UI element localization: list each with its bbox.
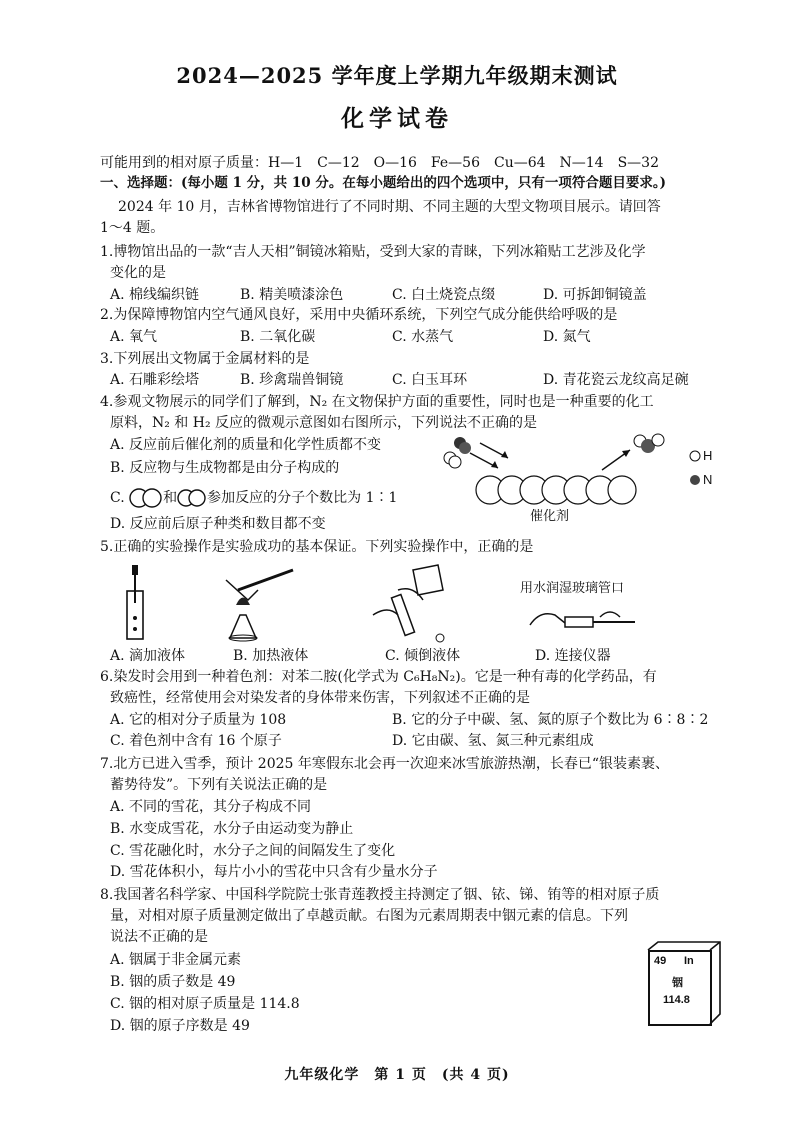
legend-h-label: H [703, 448, 713, 463]
q4-option-a[interactable]: A. 反应前后催化剂的质量和化学性质都不变 [110, 437, 382, 453]
q5-stem: 5.正确的实验操作是实验成功的基本保证。下列实验操作中，正确的是 [100, 539, 534, 555]
q2-option-c[interactable]: C. 水蒸气 [392, 329, 454, 345]
q8-option-d[interactable]: D. 铟的原子序数是 49 [110, 1018, 250, 1034]
q7-option-c[interactable]: C. 雪花融化时，水分子之间的间隔发生了变化 [110, 843, 396, 859]
legend-n-icon [690, 475, 700, 485]
pouring-liquid-icon [368, 560, 458, 645]
exam-title: 2024—2025 学年度上学期九年级期末测试 [176, 63, 618, 88]
n2-molecule-icon [454, 437, 471, 454]
exam-subtitle: 化学试卷 [341, 105, 453, 132]
q3-stem: 3.下列展出文物属于金属材料的是 [100, 351, 310, 367]
q7-option-b[interactable]: B. 水变成雪花，水分子由运动变为静止 [110, 821, 354, 837]
atomic-masses: 可能用到的相对原子质量：H—1 C—12 O—16 Fe—56 Cu—64 N—14 S—32 [100, 155, 659, 171]
section-intro-2: 1～4 题。 [100, 220, 165, 236]
q8-stem-3: 说法不正确的是 [110, 929, 208, 945]
q4-stem-2: 原料，N₂ 和 H₂ 反应的微观示意图如右图所示，下列说法不正确的是 [110, 415, 538, 431]
q5-option-a[interactable]: A. 滴加液体 [110, 648, 186, 664]
cell-atomic-number: 49 [654, 955, 667, 967]
section-heading: 一、选择题：(每小题 1 分，共 10 分。在每小题给出的四个选项中，只有一项符合题目要求。) [100, 175, 667, 191]
q6-option-c[interactable]: C. 着色剂中含有 16 个原子 [110, 733, 282, 749]
n2-molecule-icon [177, 486, 207, 510]
cell-name: 铟 [672, 976, 683, 989]
q7-option-d[interactable]: D. 雪花体积小，每片小小的雪花中只含有少量水分子 [110, 864, 438, 880]
q8-stem-1: 8.我国著名科学家、中国科学院院士张青莲教授主持测定了铟、铱、锑、铕等的相对原子质 [100, 887, 660, 903]
q4-option-d[interactable]: D. 反应前后原子种类和数目都不变 [110, 516, 326, 532]
h2-molecule-icon [444, 452, 461, 468]
q3-option-c[interactable]: C. 白玉耳环 [392, 372, 468, 388]
q4-option-c-text: 参加反应的分子个数比为 1∶1 [207, 490, 398, 506]
q8-option-a[interactable]: A. 铟属于非金属元素 [110, 952, 242, 968]
q8-option-b[interactable]: B. 铟的质子数是 49 [110, 974, 236, 990]
q8-stem-2: 量，对相对原子质量测定做出了卓越贡献。右图为元素周期表中铟元素的信息。下列 [110, 908, 628, 924]
q5-option-b[interactable]: B. 加热液体 [233, 648, 309, 664]
section-intro-1: 2024 年 10 月，吉林省博物馆进行了不同时期、不同主题的大型文物项目展示。请回答 [118, 199, 661, 215]
q1-option-b[interactable]: B. 精美喷漆涂色 [240, 287, 344, 303]
q6-stem-1: 6.染发时会用到一种着色剂：对苯二胺(化学式为 C₆H₈N₂)。它是一种有毒的化学药品，有 [100, 669, 657, 685]
q1-stem-2: 变化的是 [110, 265, 166, 281]
q5-option-d[interactable]: D. 连接仪器 [535, 648, 611, 664]
h2-molecule-icon [129, 486, 163, 510]
q7-stem-2: 蓄势待发”。下列有关说法正确的是 [110, 777, 328, 793]
q8-option-c[interactable]: C. 铟的相对原子质量是 114.8 [110, 996, 300, 1012]
dropper-icon [115, 563, 155, 643]
connecting-apparatus-icon [525, 595, 645, 640]
page-footer: 九年级化学 第 1 页 (共 4 页) [284, 1067, 510, 1083]
q4-option-c-and: 和 [163, 490, 178, 506]
q3-option-a[interactable]: A. 石雕彩绘塔 [110, 372, 200, 388]
q4-option-b[interactable]: B. 反应物与生成物都是由分子构成的 [110, 460, 340, 476]
q5-option-c[interactable]: C. 倾倒液体 [385, 648, 461, 664]
ammonia-molecule-icon [634, 434, 664, 453]
legend-n-label: N [703, 472, 713, 487]
catalyst-label: 催化剂 [530, 509, 570, 524]
q4-option-c[interactable] [110, 485, 397, 511]
q6-option-a[interactable]: A. 它的相对分子质量为 108 [110, 712, 287, 728]
catalyst-surface [476, 476, 636, 504]
q3-option-d[interactable]: D. 青花瓷云龙纹高足碗 [543, 372, 689, 388]
q1-option-c[interactable]: C. 白土烧瓷点缀 [392, 287, 496, 303]
q2-option-a[interactable]: A. 氧气 [110, 329, 158, 345]
q2-option-b[interactable]: B. 二氧化碳 [240, 329, 316, 345]
q4-option-c-label: C. [110, 490, 125, 506]
legend-h-icon [690, 451, 700, 461]
cell-symbol: In [684, 955, 694, 967]
q2-option-d[interactable]: D. 氮气 [543, 329, 591, 345]
q6-option-d[interactable]: D. 它由碳、氢、氮三种元素组成 [392, 733, 594, 749]
q1-option-a[interactable]: A. 棉线编织链 [110, 287, 200, 303]
heating-liquid-icon [218, 560, 308, 645]
cell-mass: 114.8 [663, 994, 690, 1006]
q7-option-a[interactable]: A. 不同的雪花，其分子构成不同 [110, 799, 312, 815]
q3-option-b[interactable]: B. 珍禽瑞兽铜镜 [240, 372, 344, 388]
q1-stem-1: 1.博物馆出品的一款“吉人天相”铜镜冰箱贴，受到大家的青睐，下列冰箱贴工艺涉及化学 [100, 244, 646, 260]
q6-option-b[interactable]: B. 它的分子中碳、氢、氮的原子个数比为 6∶8∶2 [392, 712, 709, 728]
q2-stem: 2.为保障博物馆内空气通风良好，采用中央循环系统，下列空气成分能供给呼吸的是 [100, 307, 618, 323]
reaction-diagram [440, 428, 730, 523]
q5-d-caption: 用水润湿玻璃管口 [520, 581, 625, 596]
q4-stem-1: 4.参观文物展示的同学们了解到，N₂ 在文物保护方面的重要性，同时也是一种重要的化工 [100, 394, 654, 410]
q1-option-d[interactable]: D. 可拆卸铜镜盖 [543, 287, 647, 303]
cell-3d-frame [646, 940, 722, 1026]
q7-stem-1: 7.北方已进入雪季，预计 2025 年寒假东北会再一次迎来冰雪旅游热潮，长春已“银装素裹、 [100, 756, 670, 772]
q6-stem-2: 致癌性，经常使用会对染发者的身体带来伤害，下列叙述不正确的是 [110, 690, 530, 706]
